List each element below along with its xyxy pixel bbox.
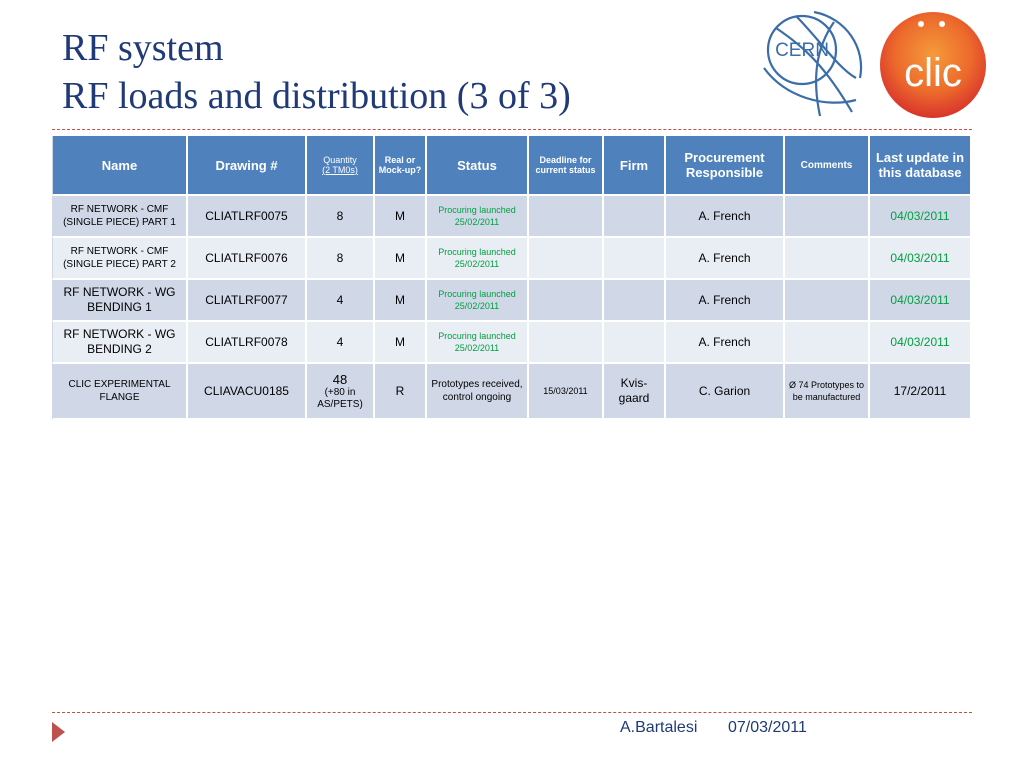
cell-comments [785,322,870,364]
cell-firm [604,196,666,238]
footer-divider [52,712,972,713]
table-row [52,322,972,364]
cell-firm: Kvis-gaard [604,364,666,420]
cell-procurement: A. French [666,322,785,364]
cell-quantity-note: (+80 in AS/PETS) [317,386,363,410]
table-header-row [52,136,972,196]
slide-title-line-1: RF system [62,27,224,69]
header-status: Status [427,136,529,196]
cell-quantity: 8 [307,238,375,280]
cell-quantity: 4 [307,322,375,364]
title-divider [52,129,972,130]
table-row [52,196,972,238]
footer-author: A.Bartalesi [620,719,698,736]
cell-procurement: A. French [666,238,785,280]
cell-procurement: C. Garion [666,364,785,420]
cell-name: RF NETWORK - WG BENDING 1 [52,280,188,322]
cell-deadline [529,238,604,280]
table-row [52,238,972,280]
cell-comments: Ø 74 Prototypes to be manufactured [785,364,870,420]
slide-title-line-2: RF loads and distribution (3 of 3) [62,75,571,117]
header-firm: Firm [604,136,666,196]
cell-last-update: 04/03/2011 [870,238,972,280]
header-quantity [307,136,375,196]
cern-logo-text: CERN [775,40,829,61]
cell-deadline: 15/03/2011 [529,364,604,420]
slide-title [62,24,762,120]
cell-real: M [375,238,427,280]
header-real-or-mockup: Real or Mock-up? [375,136,427,196]
cell-status: Procuring launched 25/02/2011 [427,280,529,322]
cell-comments [785,238,870,280]
footer-arrow-icon [52,722,65,742]
cell-deadline [529,322,604,364]
cern-logo [756,8,868,120]
cell-procurement: A. French [666,196,785,238]
cell-deadline [529,196,604,238]
cell-real: M [375,322,427,364]
header-deadline: Deadline for current status [529,136,604,196]
cell-name: CLIC EXPERIMENTAL FLANGE [52,364,188,420]
header-procurement: Procurement Responsible [666,136,785,196]
cell-status: Prototypes received, control ongoing [427,364,529,420]
cell-status: Procuring launched 25/02/2011 [427,196,529,238]
clic-logo-text: clic [904,51,962,95]
cell-drawing: CLIATLRF0076 [188,238,307,280]
cell-drawing: CLIAVACU0185 [188,364,307,420]
cell-firm [604,280,666,322]
cell-name: RF NETWORK - CMF (SINGLE PIECE) PART 1 [52,196,188,238]
table-row [52,280,972,322]
cell-procurement: A. French [666,280,785,322]
procurement-table-container [52,136,972,420]
cell-status: Procuring launched 25/02/2011 [427,322,529,364]
cell-real: M [375,280,427,322]
header-quantity-sub: (2 TM0s) [322,165,358,175]
cell-last-update: 04/03/2011 [870,196,972,238]
cell-firm [604,322,666,364]
cell-quantity-value: 48 [332,371,348,387]
cell-drawing: CLIATLRF0077 [188,280,307,322]
clic-logo [878,10,988,120]
cell-deadline [529,280,604,322]
cell-real: M [375,196,427,238]
header-comments: Comments [785,136,870,196]
cell-comments [785,280,870,322]
header-quantity-label: Quantity [323,155,357,165]
procurement-table [52,136,972,420]
cell-quantity: 4 [307,280,375,322]
table-row [52,364,972,420]
cell-drawing: CLIATLRF0078 [188,322,307,364]
cell-last-update: 04/03/2011 [870,280,972,322]
header-drawing: Drawing # [188,136,307,196]
cell-name: RF NETWORK - CMF (SINGLE PIECE) PART 2 [52,238,188,280]
footer-date: 07/03/2011 [728,719,807,736]
cell-last-update: 17/2/2011 [870,364,972,420]
cell-last-update: 04/03/2011 [870,322,972,364]
cell-comments [785,196,870,238]
cell-quantity: 8 [307,196,375,238]
header-last-update: Last update in this database [870,136,972,196]
cell-drawing: CLIATLRF0075 [188,196,307,238]
cell-real: R [375,364,427,420]
cell-firm [604,238,666,280]
cell-status: Procuring launched 25/02/2011 [427,238,529,280]
cell-quantity [307,364,375,420]
cell-name: RF NETWORK - WG BENDING 2 [52,322,188,364]
header-name: Name [52,136,188,196]
